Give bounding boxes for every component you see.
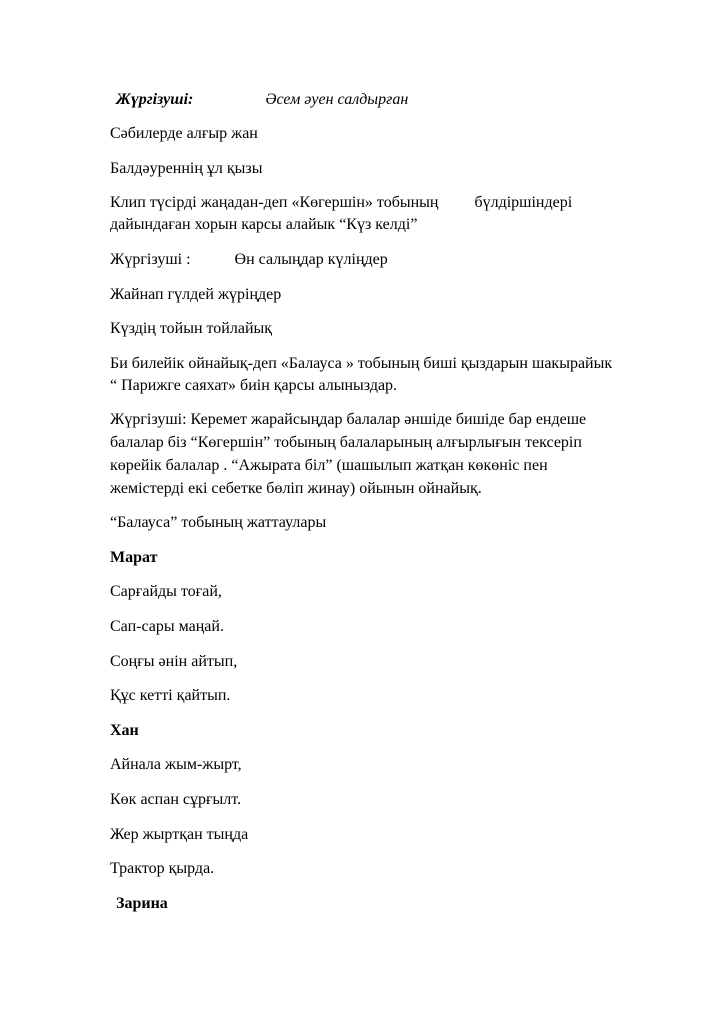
paragraph-line <box>110 192 572 213</box>
paragraph-line: жемістерді екі себетке бөліп жинау) ойынын ойнайық. <box>110 480 482 497</box>
paragraph-line: дайындаған хорын карсы алайык “Күз келді” <box>110 216 418 233</box>
poem-line: Соңғы әнін айтып, <box>110 653 238 670</box>
speaker-name: Хан <box>110 722 139 739</box>
text-line: Күздің тойын тойлайық <box>110 320 273 337</box>
poem-line: Жер жыртқан тыңда <box>110 826 249 843</box>
poem-line: Құс кетті қайтып. <box>110 687 231 704</box>
poem-line: Трактор қырда. <box>110 860 215 877</box>
speaker-name: Зарина <box>116 895 168 912</box>
paragraph-line: Жүргізуші: Керемет жарайсыңдар балалар әншіде бишіде бар ендеше <box>110 411 587 428</box>
text-line: Сәбилерде алғыр жан <box>110 125 258 142</box>
text-line: Жайнап гүлдей жүріңдер <box>110 286 282 303</box>
poem-line: Көк аспан сұрғылт. <box>110 791 242 808</box>
poem-line: Айнала жым-жырт, <box>110 756 242 773</box>
text-line: “Балауса” тобының жаттаулары <box>110 514 327 531</box>
paragraph-line: балалар біз “Көгершін” тобының балаларының алғырлығын тексеріп <box>110 434 582 451</box>
host-label: Жүргізуші : <box>110 251 191 268</box>
host-line-2 <box>110 249 388 270</box>
host-text: Әсем әуен салдырған <box>265 91 409 108</box>
paragraph-line: Би билейік ойнайық-деп «Балауса » тобының биші қыздарын шакырайык <box>110 355 613 372</box>
paragraph-line: көрейік балалар . “Ажырата біл” (шашылып жатқан көкөніс пен <box>110 457 548 474</box>
host-label: Жүргізуші: <box>116 91 194 108</box>
poem-line: Сарғайды тоғай, <box>110 583 222 600</box>
poem-line: Сап-сары маңай. <box>110 618 224 635</box>
text-line: Балдәуреннің ұл қызы <box>110 160 263 177</box>
host-text: Өн салыңдар күліңдер <box>234 251 388 268</box>
paragraph-text: бүлдіршіндері <box>474 194 573 211</box>
paragraph-line: “ Парижге саяхат» биін қарсы алыныздар. <box>110 377 398 394</box>
speaker-name: Марат <box>110 549 158 566</box>
host-line-1 <box>116 89 408 110</box>
paragraph-text: Клип түсірді жаңадан-деп «Көгершін» тобының <box>110 194 439 211</box>
